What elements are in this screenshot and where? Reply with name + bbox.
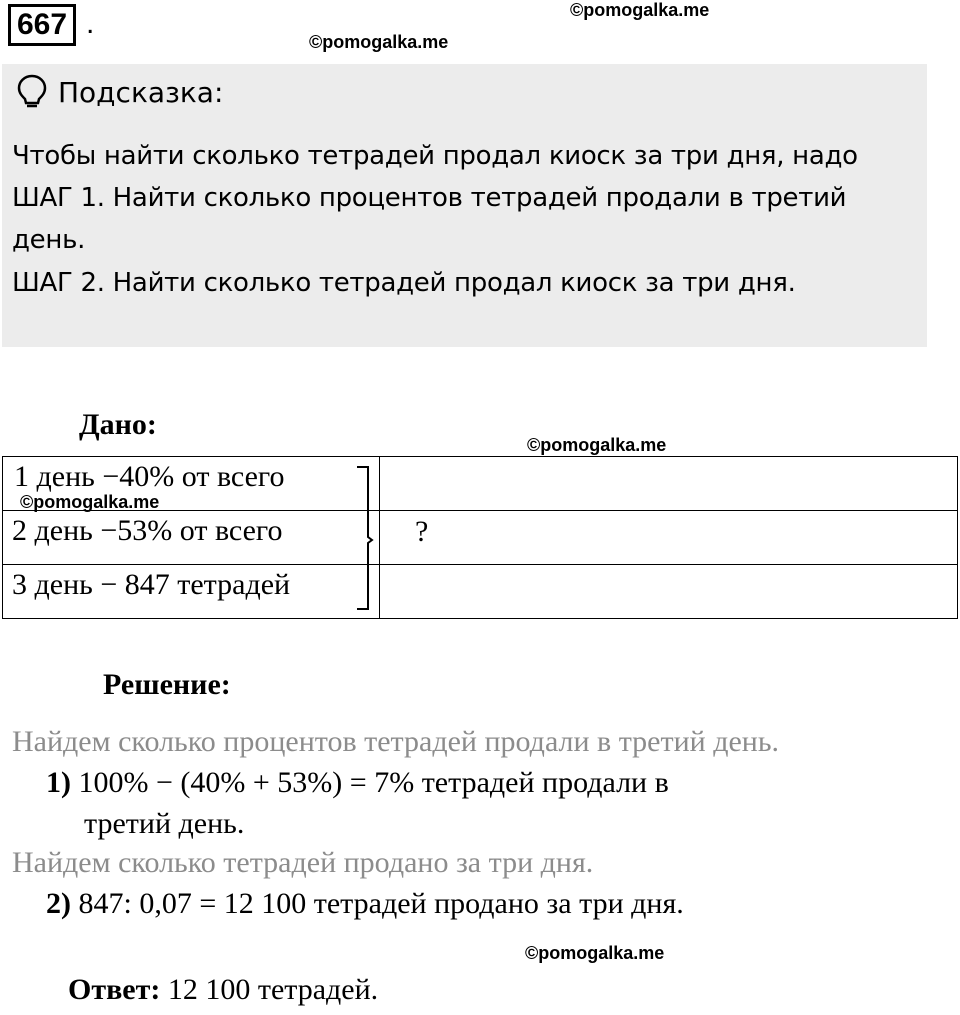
question-mark: ?: [415, 515, 429, 548]
watermark: ©pomogalka.me: [527, 435, 667, 455]
hint-step-2: ШАГ 2. Найти сколько тетрадей продал киоск за три дня.: [12, 268, 796, 298]
task-number-dot: .: [86, 7, 95, 40]
hint-title: Подсказка:: [58, 76, 224, 109]
table-row-divider: [3, 564, 957, 565]
solution-step-2: 2) 847: 0,07 = 12 100 тетрадей продано за три дня.: [46, 887, 684, 920]
solution-step-1: 1) 100% − (40% + 53%) = 7% тетрадей продали в: [46, 766, 669, 799]
watermark: ©pomogalka.me: [20, 492, 160, 512]
given-row: 2 день −53% от всего: [12, 514, 283, 547]
given-row: 1 день −40% от всего: [14, 460, 285, 493]
given-title: Дано:: [79, 408, 157, 441]
brace-icon: [355, 464, 383, 619]
lightbulb-icon: [16, 74, 48, 115]
hint-step-1: ШАГ 1. Найти сколько процентов тетрадей продали в третий: [12, 183, 847, 213]
hint-intro: Чтобы найти сколько тетрадей продал киоск за три дня, надо: [12, 141, 858, 171]
watermark: ©pomogalka.me: [525, 943, 665, 963]
given-row: 3 день − 847 тетрадей: [12, 568, 291, 601]
watermark: ©pomogalka.me: [570, 0, 710, 20]
watermark: ©pomogalka.me: [309, 32, 449, 52]
solution-hint: Найдем сколько процентов тетрадей продали в третий день.: [12, 725, 780, 758]
task-number: 667: [8, 4, 76, 46]
answer: Ответ: 12 100 тетрадей.: [68, 973, 379, 1006]
solution-step-1-cont: третий день.: [84, 807, 245, 840]
solution-hint: Найдем сколько тетрадей продано за три дня.: [12, 846, 594, 879]
solution-title: Решение:: [103, 668, 231, 701]
hint-step-1-cont: день.: [12, 225, 86, 255]
